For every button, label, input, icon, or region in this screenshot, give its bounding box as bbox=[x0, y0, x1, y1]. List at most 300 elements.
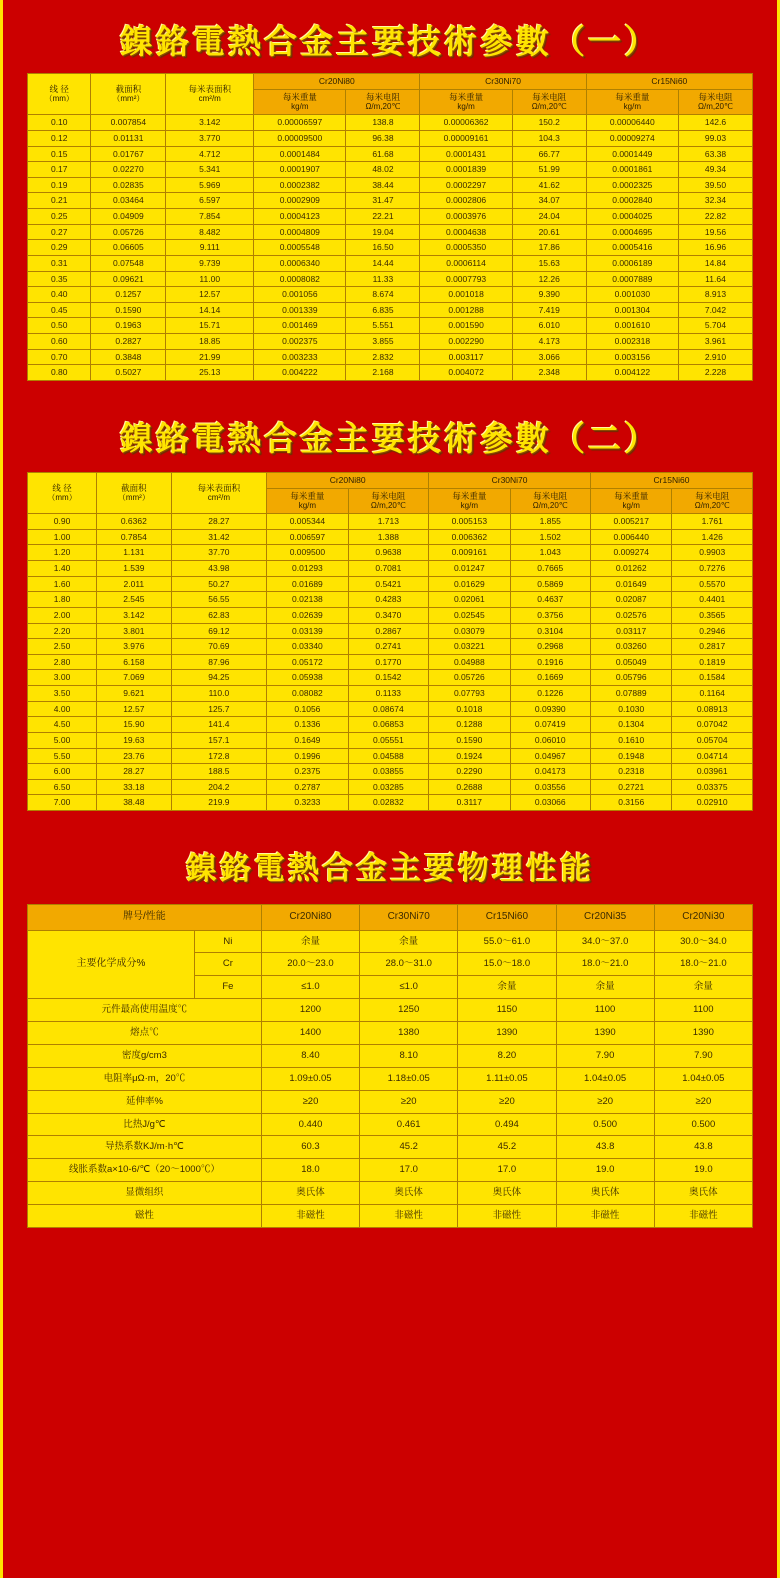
table-cell: 7.042 bbox=[678, 302, 752, 318]
header-surface-area: 每米表面积 cm²/m bbox=[166, 74, 254, 115]
table-cell: 0.00006362 bbox=[420, 115, 512, 131]
cell-diameter: 0.35 bbox=[28, 271, 91, 287]
table-row bbox=[28, 607, 753, 623]
table-cell: 0.461 bbox=[360, 1113, 458, 1136]
table-cell: 0.1030 bbox=[591, 701, 672, 717]
table-cell: 0.006597 bbox=[267, 529, 348, 545]
table-cell: 1.426 bbox=[672, 529, 753, 545]
table-cell: 0.001304 bbox=[586, 302, 678, 318]
table-cell: 37.70 bbox=[171, 545, 267, 561]
table-cell: 94.25 bbox=[171, 670, 267, 686]
table-cell: 43.8 bbox=[556, 1136, 654, 1159]
cell-diameter: 0.45 bbox=[28, 302, 91, 318]
header-group-cr30ni70: Cr30Ni70 bbox=[420, 74, 586, 90]
table-cell: 45.2 bbox=[458, 1136, 556, 1159]
table-cell: 0.7276 bbox=[672, 561, 753, 577]
table-cell: 60.3 bbox=[261, 1136, 359, 1159]
table-cell: 34.07 bbox=[512, 193, 586, 209]
table-cell: 0.02545 bbox=[429, 607, 510, 623]
table-cell: 0.1770 bbox=[348, 654, 428, 670]
table-cell: 19.63 bbox=[97, 732, 171, 748]
table-row bbox=[28, 701, 753, 717]
table-cell: 17.0 bbox=[458, 1159, 556, 1182]
table-cell: 余量 bbox=[458, 976, 556, 999]
table-cell: 6.835 bbox=[346, 302, 420, 318]
group-header-row bbox=[28, 74, 753, 90]
header-alloy-2: Cr30Ni70 bbox=[360, 905, 458, 931]
table-cell: 0.03464 bbox=[91, 193, 166, 209]
table-cell: 0.001469 bbox=[254, 318, 346, 334]
table-cell: 0.3233 bbox=[267, 795, 348, 811]
header-diameter: 线 径 （mm） bbox=[28, 472, 97, 513]
table-cell: 21.99 bbox=[166, 349, 254, 365]
table-cell: 12.57 bbox=[97, 701, 171, 717]
table-cell: 0.494 bbox=[458, 1113, 556, 1136]
physical-property-table bbox=[27, 904, 753, 1228]
table-cell: 0.0001431 bbox=[420, 146, 512, 162]
table-row bbox=[28, 1113, 753, 1136]
table-cell: 1.761 bbox=[672, 514, 753, 530]
table-cell: 0.009161 bbox=[429, 545, 510, 561]
table-cell: 0.1288 bbox=[429, 717, 510, 733]
table-cell: 0.1819 bbox=[672, 654, 753, 670]
header-weight-2: 每米重量 kg/m bbox=[420, 89, 512, 115]
table-cell: 49.34 bbox=[678, 162, 752, 178]
row-label-composition: 主要化学成分% bbox=[28, 930, 195, 999]
spec-table-part1-head bbox=[28, 74, 753, 115]
table-cell: 0.500 bbox=[556, 1113, 654, 1136]
table-cell: 0.02639 bbox=[267, 607, 348, 623]
table-cell: 0.004222 bbox=[254, 365, 346, 381]
spec-table-part1-body bbox=[28, 115, 753, 381]
table-row bbox=[28, 529, 753, 545]
table-row bbox=[28, 1090, 753, 1113]
row-label-element: Fe bbox=[194, 976, 261, 999]
header-resistance-2: 每米电阻 Ω/m,20℃ bbox=[510, 488, 590, 514]
table-cell: 32.34 bbox=[678, 193, 752, 209]
table-cell: 1.855 bbox=[510, 514, 590, 530]
table-cell: 0.08082 bbox=[267, 686, 348, 702]
row-label: 延伸率% bbox=[28, 1090, 262, 1113]
table-cell: 9.111 bbox=[166, 240, 254, 256]
table-cell: 0.1542 bbox=[348, 670, 428, 686]
table-cell: 125.7 bbox=[171, 701, 267, 717]
table-cell: 7.90 bbox=[556, 1044, 654, 1067]
table-row bbox=[28, 224, 753, 240]
cell-diameter: 1.60 bbox=[28, 576, 97, 592]
table-cell: 0.03117 bbox=[591, 623, 672, 639]
table-row bbox=[28, 748, 753, 764]
table-cell: 0.2968 bbox=[510, 639, 590, 655]
table-cell: 5.341 bbox=[166, 162, 254, 178]
table-cell: 0.02576 bbox=[591, 607, 672, 623]
cell-diameter: 0.31 bbox=[28, 255, 91, 271]
table-cell: 0.001288 bbox=[420, 302, 512, 318]
table-cell: 2.011 bbox=[97, 576, 171, 592]
table-cell: 18.85 bbox=[166, 334, 254, 350]
cell-diameter: 0.70 bbox=[28, 349, 91, 365]
table-cell: 奥氏体 bbox=[261, 1182, 359, 1205]
table-cell: 0.0004638 bbox=[420, 224, 512, 240]
table-row bbox=[28, 255, 753, 271]
table-cell: 0.002318 bbox=[586, 334, 678, 350]
table-cell: 16.50 bbox=[346, 240, 420, 256]
table-row bbox=[28, 193, 753, 209]
phys-table-container bbox=[3, 904, 777, 1234]
table-row bbox=[28, 654, 753, 670]
table-cell: 0.009274 bbox=[591, 545, 672, 561]
table-cell: 0.1304 bbox=[591, 717, 672, 733]
table-row bbox=[28, 1022, 753, 1045]
table-cell: 28.27 bbox=[97, 764, 171, 780]
table-cell: 157.1 bbox=[171, 732, 267, 748]
table-row bbox=[28, 287, 753, 303]
header-alloy-4: Cr20Ni35 bbox=[556, 905, 654, 931]
header-weight-3: 每米重量 kg/m bbox=[586, 89, 678, 115]
cell-diameter: 0.25 bbox=[28, 209, 91, 225]
table-cell: 3.770 bbox=[166, 130, 254, 146]
table-cell: 0.004122 bbox=[586, 365, 678, 381]
table-cell: 0.0001449 bbox=[586, 146, 678, 162]
phys-table-body bbox=[28, 930, 753, 1227]
table-cell: 22.21 bbox=[346, 209, 420, 225]
table-cell: 43.98 bbox=[171, 561, 267, 577]
table-cell: 3.855 bbox=[346, 334, 420, 350]
table-cell: 0.04909 bbox=[91, 209, 166, 225]
table-row bbox=[28, 592, 753, 608]
table-cell: 14.14 bbox=[166, 302, 254, 318]
table-cell: 1.18±0.05 bbox=[360, 1067, 458, 1090]
table-cell: 0.03340 bbox=[267, 639, 348, 655]
table-cell: 1380 bbox=[360, 1022, 458, 1045]
row-label-element: Ni bbox=[194, 930, 261, 953]
table-cell: 0.03285 bbox=[348, 779, 428, 795]
table-cell: 56.55 bbox=[171, 592, 267, 608]
table-cell: 0.001610 bbox=[586, 318, 678, 334]
table-cell: 3.976 bbox=[97, 639, 171, 655]
table-cell: 33.18 bbox=[97, 779, 171, 795]
table-cell: 0.0003976 bbox=[420, 209, 512, 225]
table-cell: 17.0 bbox=[360, 1159, 458, 1182]
cell-diameter: 1.20 bbox=[28, 545, 97, 561]
table-cell: 22.82 bbox=[678, 209, 752, 225]
cell-diameter: 4.50 bbox=[28, 717, 97, 733]
spec-table-part2-body bbox=[28, 514, 753, 811]
table-cell: 0.03079 bbox=[429, 623, 510, 639]
table-cell: 0.00006597 bbox=[254, 115, 346, 131]
table-cell: 17.86 bbox=[512, 240, 586, 256]
table-cell: 15.90 bbox=[97, 717, 171, 733]
table-cell: 0.0007889 bbox=[586, 271, 678, 287]
table-cell: 0.1948 bbox=[591, 748, 672, 764]
cell-diameter: 1.80 bbox=[28, 592, 97, 608]
table-row bbox=[28, 130, 753, 146]
table-cell: 0.1669 bbox=[510, 670, 590, 686]
table-cell: 5.551 bbox=[346, 318, 420, 334]
table-cell: 0.0004025 bbox=[586, 209, 678, 225]
table-cell: 0.03139 bbox=[267, 623, 348, 639]
table-cell: 0.01689 bbox=[267, 576, 348, 592]
table-cell: 0.07889 bbox=[591, 686, 672, 702]
table-cell: 0.1133 bbox=[348, 686, 428, 702]
table-cell: 0.01247 bbox=[429, 561, 510, 577]
table-cell: 0.1649 bbox=[267, 732, 348, 748]
header-alloy-3: Cr15Ni60 bbox=[458, 905, 556, 931]
table-cell: ≥20 bbox=[654, 1090, 752, 1113]
table-cell: 7.419 bbox=[512, 302, 586, 318]
table-cell: 172.8 bbox=[171, 748, 267, 764]
table-cell: 1.539 bbox=[97, 561, 171, 577]
table-row bbox=[28, 177, 753, 193]
table-cell: 0.2741 bbox=[348, 639, 428, 655]
spec-table-1-container bbox=[3, 73, 777, 395]
row-label-element: Cr bbox=[194, 953, 261, 976]
spec-table-part1 bbox=[27, 73, 753, 381]
table-cell: 0.02270 bbox=[91, 162, 166, 178]
table-cell: 16.96 bbox=[678, 240, 752, 256]
table-cell: 69.12 bbox=[171, 623, 267, 639]
table-cell: 99.03 bbox=[678, 130, 752, 146]
table-row bbox=[28, 115, 753, 131]
table-row bbox=[28, 1205, 753, 1228]
table-cell: 0.002290 bbox=[420, 334, 512, 350]
table-cell: 0.02087 bbox=[591, 592, 672, 608]
bottom-spacer bbox=[3, 1234, 777, 1252]
table-cell: 0.0002909 bbox=[254, 193, 346, 209]
table-cell: 0.0002382 bbox=[254, 177, 346, 193]
cell-diameter: 0.21 bbox=[28, 193, 91, 209]
table-cell: 0.2787 bbox=[267, 779, 348, 795]
table-cell: 0.0008082 bbox=[254, 271, 346, 287]
header-alloy-1: Cr20Ni80 bbox=[261, 905, 359, 931]
table-cell: 34.0～37.0 bbox=[556, 930, 654, 953]
table-cell: 0.2867 bbox=[348, 623, 428, 639]
table-cell: 0.05726 bbox=[429, 670, 510, 686]
cell-diameter: 6.50 bbox=[28, 779, 97, 795]
table-cell: 28.0～31.0 bbox=[360, 953, 458, 976]
table-cell: 0.3756 bbox=[510, 607, 590, 623]
table-row bbox=[28, 1067, 753, 1090]
table-cell: 1390 bbox=[458, 1022, 556, 1045]
header-weight-2: 每米重量 kg/m bbox=[429, 488, 510, 514]
cell-diameter: 0.19 bbox=[28, 177, 91, 193]
section-title-3: 鎳鉻電熱合金主要物理性能 bbox=[186, 851, 594, 887]
table-cell: 0.1996 bbox=[267, 748, 348, 764]
cell-diameter: 2.80 bbox=[28, 654, 97, 670]
table-cell: 8.40 bbox=[261, 1044, 359, 1067]
cell-diameter: 0.50 bbox=[28, 318, 91, 334]
cell-diameter: 0.90 bbox=[28, 514, 97, 530]
table-row bbox=[28, 162, 753, 178]
table-cell: 38.44 bbox=[346, 177, 420, 193]
table-cell: 19.0 bbox=[654, 1159, 752, 1182]
table-cell: 0.03221 bbox=[429, 639, 510, 655]
table-cell: 1390 bbox=[556, 1022, 654, 1045]
cell-diameter: 3.50 bbox=[28, 686, 97, 702]
table-cell: 0.07548 bbox=[91, 255, 166, 271]
table-row bbox=[28, 576, 753, 592]
table-cell: 0.0001839 bbox=[420, 162, 512, 178]
header-resistance-1: 每米电阻 Ω/m,20℃ bbox=[348, 488, 428, 514]
header-group-cr20ni80: Cr20Ni80 bbox=[254, 74, 420, 90]
table-cell: 0.02835 bbox=[91, 177, 166, 193]
table-cell: 0.0002325 bbox=[586, 177, 678, 193]
cell-diameter: 0.17 bbox=[28, 162, 91, 178]
row-label: 电阻率μΩ·m，20℃ bbox=[28, 1067, 262, 1090]
table-cell: 23.76 bbox=[97, 748, 171, 764]
table-cell: 66.77 bbox=[512, 146, 586, 162]
table-cell: 0.0006114 bbox=[420, 255, 512, 271]
table-cell: 0.1226 bbox=[510, 686, 590, 702]
table-row bbox=[28, 1159, 753, 1182]
table-cell: 138.8 bbox=[346, 115, 420, 131]
table-row bbox=[28, 623, 753, 639]
table-cell: 0.001030 bbox=[586, 287, 678, 303]
table-row bbox=[28, 349, 753, 365]
cell-diameter: 0.80 bbox=[28, 365, 91, 381]
table-cell: 48.02 bbox=[346, 162, 420, 178]
table-cell: 141.4 bbox=[171, 717, 267, 733]
table-cell: 非磁性 bbox=[261, 1205, 359, 1228]
header-area: 截面积 （mm²） bbox=[97, 472, 171, 513]
table-cell: 9.621 bbox=[97, 686, 171, 702]
table-cell: 1.04±0.05 bbox=[556, 1067, 654, 1090]
table-cell: 0.003156 bbox=[586, 349, 678, 365]
table-cell: 50.27 bbox=[171, 576, 267, 592]
table-cell: 0.5570 bbox=[672, 576, 753, 592]
table-row bbox=[28, 686, 753, 702]
table-cell: 0.004072 bbox=[420, 365, 512, 381]
table-cell: 1.502 bbox=[510, 529, 590, 545]
table-cell: 31.47 bbox=[346, 193, 420, 209]
table-cell: 18.0～21.0 bbox=[556, 953, 654, 976]
table-cell: 0.440 bbox=[261, 1113, 359, 1136]
table-row bbox=[28, 999, 753, 1022]
table-cell: ≥20 bbox=[556, 1090, 654, 1113]
table-cell: 0.2817 bbox=[672, 639, 753, 655]
table-cell: 0.03556 bbox=[510, 779, 590, 795]
table-cell: ≤1.0 bbox=[360, 976, 458, 999]
table-cell: 0.01629 bbox=[429, 576, 510, 592]
table-cell: 0.3848 bbox=[91, 349, 166, 365]
table-cell: 2.168 bbox=[346, 365, 420, 381]
table-cell: 0.5027 bbox=[91, 365, 166, 381]
table-row bbox=[28, 365, 753, 381]
table-cell: 6.597 bbox=[166, 193, 254, 209]
table-cell: 11.33 bbox=[346, 271, 420, 287]
table-cell: 0.005344 bbox=[267, 514, 348, 530]
table-row bbox=[28, 318, 753, 334]
table-row bbox=[28, 930, 753, 953]
cell-diameter: 6.00 bbox=[28, 764, 97, 780]
table-cell: 96.38 bbox=[346, 130, 420, 146]
table-cell: 1.713 bbox=[348, 514, 428, 530]
table-cell: 2.832 bbox=[346, 349, 420, 365]
table-cell: 0.1610 bbox=[591, 732, 672, 748]
table-cell: 0.01649 bbox=[591, 576, 672, 592]
table-cell: 0.04588 bbox=[348, 748, 428, 764]
table-cell: 0.1916 bbox=[510, 654, 590, 670]
table-cell: 0.1590 bbox=[91, 302, 166, 318]
table-cell: ≥20 bbox=[261, 1090, 359, 1113]
header-resistance-3: 每米电阻 Ω/m,20℃ bbox=[672, 488, 753, 514]
table-cell: 0.1584 bbox=[672, 670, 753, 686]
table-cell: 7.854 bbox=[166, 209, 254, 225]
table-cell: 0.0002806 bbox=[420, 193, 512, 209]
table-cell: 20.0～23.0 bbox=[261, 953, 359, 976]
table-row bbox=[28, 1136, 753, 1159]
table-cell: 5.969 bbox=[166, 177, 254, 193]
table-cell: 3.801 bbox=[97, 623, 171, 639]
cell-diameter: 4.00 bbox=[28, 701, 97, 717]
table-cell: 0.2721 bbox=[591, 779, 672, 795]
table-cell: 余量 bbox=[556, 976, 654, 999]
table-cell: 1250 bbox=[360, 999, 458, 1022]
table-cell: 2.545 bbox=[97, 592, 171, 608]
table-cell: 3.142 bbox=[166, 115, 254, 131]
table-cell: 0.001056 bbox=[254, 287, 346, 303]
table-row bbox=[28, 717, 753, 733]
table-cell: 0.02138 bbox=[267, 592, 348, 608]
table-row bbox=[28, 639, 753, 655]
table-cell: 0.2946 bbox=[672, 623, 753, 639]
row-label: 元件最高使用温度℃ bbox=[28, 999, 262, 1022]
table-cell: 1100 bbox=[654, 999, 752, 1022]
table-cell: 非磁性 bbox=[556, 1205, 654, 1228]
phys-table-head bbox=[28, 905, 753, 931]
table-cell: 9.739 bbox=[166, 255, 254, 271]
table-cell: 31.42 bbox=[171, 529, 267, 545]
table-row bbox=[28, 764, 753, 780]
table-cell: 3.066 bbox=[512, 349, 586, 365]
table-cell: 4.712 bbox=[166, 146, 254, 162]
table-cell: 0.00009161 bbox=[420, 130, 512, 146]
table-row bbox=[28, 779, 753, 795]
table-cell: 0.0004695 bbox=[586, 224, 678, 240]
table-cell: 30.0～34.0 bbox=[654, 930, 752, 953]
table-cell: 204.2 bbox=[171, 779, 267, 795]
header-resistance-1: 每米电阻 Ω/m,20℃ bbox=[346, 89, 420, 115]
table-cell: 0.05704 bbox=[672, 732, 753, 748]
table-cell: 6.010 bbox=[512, 318, 586, 334]
table-cell: 0.0002840 bbox=[586, 193, 678, 209]
table-cell: 39.50 bbox=[678, 177, 752, 193]
table-cell: 0.003233 bbox=[254, 349, 346, 365]
table-cell: 0.500 bbox=[654, 1113, 752, 1136]
table-cell: 0.5421 bbox=[348, 576, 428, 592]
table-cell: 0.3470 bbox=[348, 607, 428, 623]
header-group-cr15ni60: Cr15Ni60 bbox=[586, 74, 752, 90]
table-cell: 8.482 bbox=[166, 224, 254, 240]
table-cell: 87.96 bbox=[171, 654, 267, 670]
table-cell: 0.02061 bbox=[429, 592, 510, 608]
table-cell: 0.03961 bbox=[672, 764, 753, 780]
table-cell: 0.9903 bbox=[672, 545, 753, 561]
table-cell: 0.06853 bbox=[348, 717, 428, 733]
table-cell: 0.4637 bbox=[510, 592, 590, 608]
cell-diameter: 2.50 bbox=[28, 639, 97, 655]
table-cell: 余量 bbox=[261, 930, 359, 953]
table-cell: 104.3 bbox=[512, 130, 586, 146]
table-cell: 0.0001484 bbox=[254, 146, 346, 162]
row-label: 显微组织 bbox=[28, 1182, 262, 1205]
table-cell: 0.9638 bbox=[348, 545, 428, 561]
table-cell: 0.0006189 bbox=[586, 255, 678, 271]
table-cell: 0.1018 bbox=[429, 701, 510, 717]
header-alloy-5: Cr20Ni30 bbox=[654, 905, 752, 931]
cell-diameter: 0.27 bbox=[28, 224, 91, 240]
header-group-cr20ni80: Cr20Ni80 bbox=[267, 472, 429, 488]
